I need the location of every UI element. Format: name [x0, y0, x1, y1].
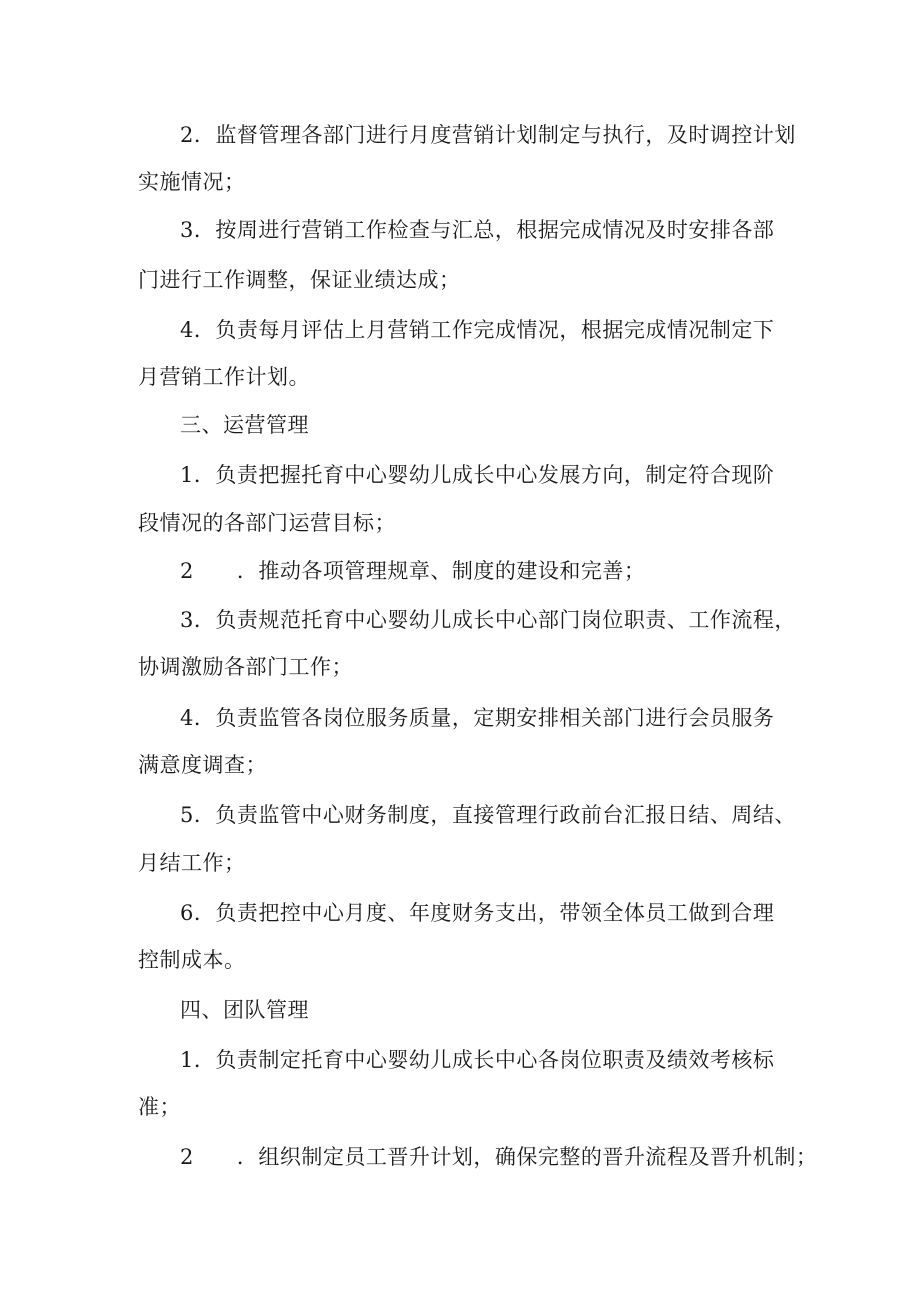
list-item-2-line2: 实施情况；	[138, 170, 246, 194]
ops-item-4-line1: 4．负责监管各岗位服务质量，定期安排相关部门进行会员服务	[180, 706, 775, 730]
ops-item-3-line2: 协调激励各部门工作；	[138, 655, 353, 679]
ops-item-3-line1: 3．负责规范托育中心婴幼儿成长中心部门岗位职责、工作流程，	[180, 608, 796, 632]
ops-item-6-line2: 控制成本。	[138, 948, 246, 972]
list-item-3-line1: 3．按周进行营销工作检查与汇总，根据完成情况及时安排各部	[180, 218, 775, 242]
list-item-2-line1: 2．监督管理各部门进行月度营销计划制定与执行，及时调控计划	[180, 123, 796, 147]
list-item-3-line2: 门进行工作调整，保证业绩达成；	[138, 268, 461, 292]
ops-item-1-line2: 段情况的各部门运营目标；	[138, 511, 396, 535]
team-item-1-line2: 准；	[138, 1095, 181, 1119]
list-item-4-line1: 4．负责每月评估上月营销工作完成情况，根据完成情况制定下	[180, 318, 775, 342]
team-item-2-line1: 2 ．组织制定员工晋升计划，确保完整的晋升流程及晋升机制；	[180, 1145, 818, 1169]
ops-item-5-line1: 5．负责监管中心财务制度，直接管理行政前台汇报日结、周结、	[180, 803, 796, 827]
ops-item-4-line2: 满意度调查；	[138, 753, 267, 777]
section-heading-operations: 三、运营管理	[180, 413, 309, 437]
team-item-1-line1: 1．负责制定托育中心婴幼儿成长中心各岗位职责及绩效考核标	[180, 1048, 775, 1072]
ops-item-5-line2: 月结工作；	[138, 851, 246, 875]
ops-item-1-line1: 1．负责把握托育中心婴幼儿成长中心发展方向，制定符合现阶	[180, 463, 775, 487]
ops-item-6-line1: 6．负责把控中心月度、年度财务支出，带领全体员工做到合理	[180, 901, 775, 925]
list-item-4-line2: 月营销工作计划。	[138, 365, 310, 389]
ops-item-2-line1: 2 ．推动各项管理规章、制度的建设和完善；	[180, 559, 646, 583]
section-heading-team: 四、团队管理	[180, 998, 309, 1022]
